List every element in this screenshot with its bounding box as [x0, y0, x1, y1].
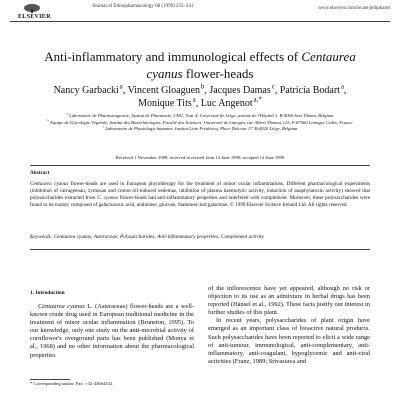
abstract-body: [30, 181, 370, 209]
keywords-label: Keywords:: [30, 234, 53, 240]
received-dates: Received 1 November 1998; received in revised form 14 June 1999; accepted 14 June 1999: [115, 155, 285, 160]
abstract-top-rule: [30, 165, 370, 166]
elsevier-logo: [10, 4, 60, 20]
author-affil-mark: a,*: [253, 95, 262, 104]
author-affil-mark: a: [340, 82, 344, 91]
author-separator: ,: [204, 85, 210, 96]
author-affil-mark: a: [119, 82, 123, 91]
author-name: Vincent Gloaguen: [127, 85, 201, 96]
header-divider: [10, 21, 390, 22]
paragraph: of the inflorescence have yet appeared, although no risk or objection to its use as an admixture in herbal drugs has been reported (Hänsel et al., 1992). These facts justify our interest in further studies of this plant.: [208, 285, 370, 317]
corresponding-author-footnote: * Corresponding author. Fax: +32-43664332.: [30, 381, 114, 386]
author-affil-mark: b: [200, 82, 205, 91]
title-genus: Centaurea: [301, 49, 356, 64]
title-line2: flower-heads: [182, 66, 254, 81]
section-heading: 1. Introduction: [30, 290, 65, 296]
author-affil-mark: c: [271, 82, 275, 91]
author-separator: ,: [195, 98, 201, 109]
journal-url[interactable]: www.elsevier.com/locate/jethpharm: [318, 6, 390, 11]
abstract-text-part1: flower-heads are used in European phytotherapy for the treatment of minor ocular inflammations. Different pharmacological experiments (inhibition of carrageenan, zymosan and croton oil-induced oedemas, inhibition of plasma haemolytic activity, induction of anaphylatoxin activity) showed that polysaccharides extracted from: [30, 181, 370, 202]
author-separator: ,: [343, 85, 347, 96]
title-line1: Anti-inflammatory and immunological effects of: [44, 49, 302, 64]
author-name: Luc Angenot: [200, 98, 253, 109]
abstract-text-part2: flower-heads had anti-inflammatory properties and interfered with complement. Moreover, these polysaccharides were found to be mainly composed of galacturonic acid, arabinose, glucose, rhamnose and galactose. © 1999 Elsevier Science Ireland Ltd. All rights reserved.: [30, 195, 370, 209]
author-name: Nancy Garbacki: [53, 85, 119, 96]
right-column: [208, 285, 370, 366]
affiliation-text: Laboratoire de Physiologie humaine, Institut Léon Frédéricq, Place Delcour 17, B-4020 Liège, Belgium: [105, 126, 298, 132]
footnote-rule: [30, 379, 70, 380]
author-list: [20, 84, 380, 110]
abstract-species-abbrev: C. cyanus: [97, 195, 119, 202]
abstract-species: Centaurea cyanus: [30, 181, 69, 187]
keywords-line: [30, 234, 370, 240]
intro-species: Centaurea cyanus: [38, 303, 85, 310]
paragraph: [30, 303, 194, 360]
paragraph: In recent years, polysaccharides of plant origin have emerged as an important class of bioactive natural products. Such polysaccharides have been reported to elicit a wide range of anti-tumour, immunological, anti-complementary, anti-inflammatory, anti-coagulant, hypoglycemic and anti-viral activities (Franz, 1989; Srivastava and: [208, 317, 370, 365]
keywords-text: Centaurea cyanus; Asteraceae; Polysaccharides; Anti-inflammatory properties; Complement activity: [52, 234, 264, 240]
author-name: Patricia Bodart: [279, 85, 340, 96]
article-title: [20, 48, 380, 82]
title-species: cyanus: [146, 66, 183, 81]
author-affil-mark: a: [192, 95, 196, 104]
journal-citation: Journal of Ethnopharmacology 68 (1999) 235–241: [92, 4, 194, 9]
author-separator: ,: [122, 85, 128, 96]
affiliation-mark: c: [102, 124, 105, 129]
intro-left-text: L. (Asteraceae) flower-heads are a well-known crude drug used in European traditional medicine in the treatment of minor ocular inflammation (Bruneton, 1995). To our knowledge, only one study on the anti-microbial activity of cornflower's overground parts has been published (Monya et al., 1968) and no other information about the pharmacological properties: [30, 303, 194, 359]
author-name: Monique Tits: [138, 98, 192, 109]
affiliation-list: [15, 113, 385, 133]
publisher-name: ELSEVIER: [18, 14, 51, 20]
affiliation-mark: a: [66, 111, 69, 116]
affiliation-mark: b: [47, 118, 50, 123]
affiliation-text: Equipe de Glycologie Végétale, Institut des Biotechnologies, Faculté des Sciences, Université de Limoges, rue Albert Thomas 123, F-87060 Limoges Cédex, France: [50, 119, 353, 125]
left-column: [30, 303, 194, 360]
tree-icon: [22, 4, 42, 13]
abstract-heading: Abstract: [30, 170, 50, 176]
affiliation: [15, 126, 385, 133]
author-separator: ,: [274, 85, 280, 96]
author-name: Jacques Damas: [209, 85, 271, 96]
abstract-bottom-rule: [30, 249, 370, 250]
affiliation-text: Laboratoire de Pharmacognosie, Institut de Pharmacie, CHU, Tour 4, Université de Liège, avenue de l'Hôpital 1, B-4000 Sart Tilman, Belgium: [69, 113, 334, 118]
